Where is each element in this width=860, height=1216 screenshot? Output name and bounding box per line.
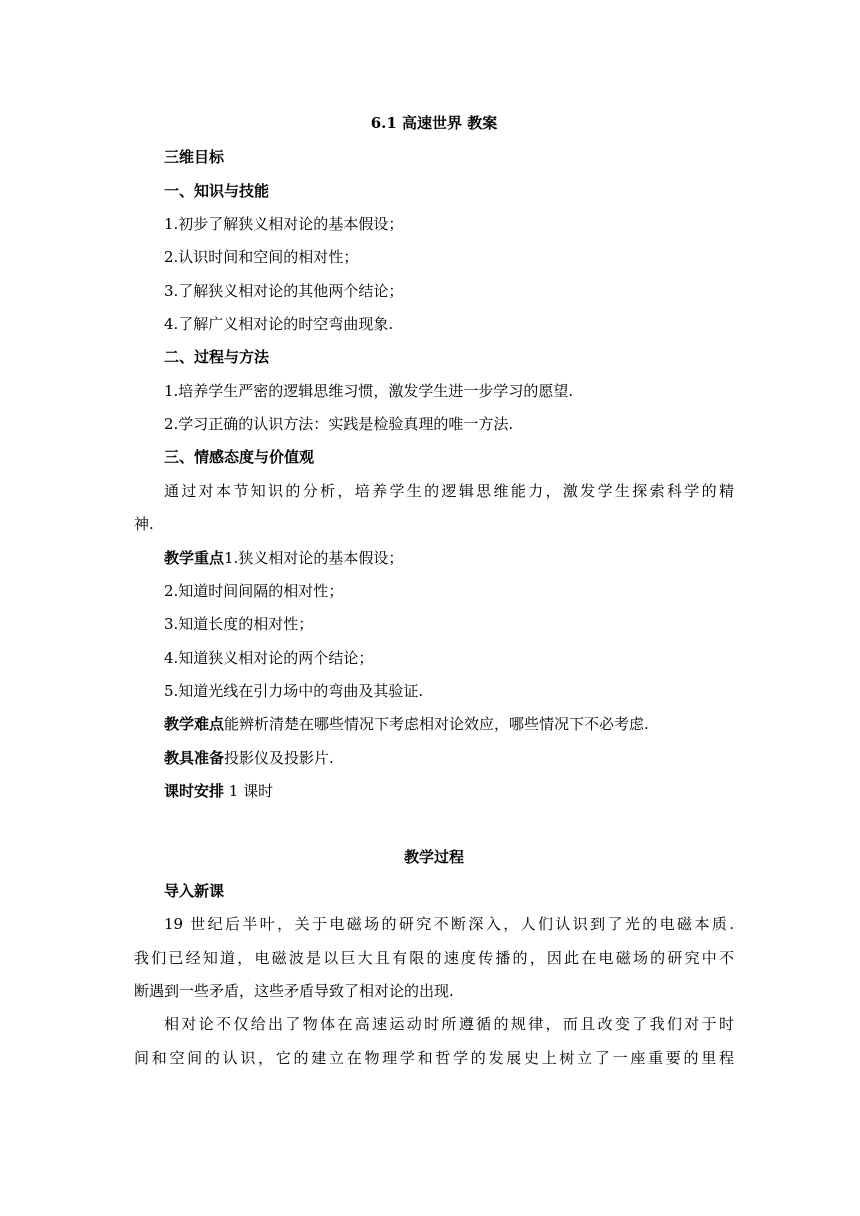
- equipment-line: [164, 747, 734, 769]
- section1-item-1: 1.初步了解狭义相对论的基本假设；: [164, 215, 404, 233]
- intro-p1-line1: 19 世纪后半叶，关于电磁场的研究不断深入，人们认识到了光的电磁本质.: [164, 915, 734, 933]
- key-point-4: 4.知道狭义相对论的两个结论；: [164, 649, 374, 667]
- section1-item-3: 3.了解狭义相对论的其他两个结论；: [164, 282, 404, 300]
- section2-item-2: 2.学习正确的认识方法：实践是检验真理的唯一方法.: [164, 415, 514, 433]
- schedule-label: 课时安排: [164, 782, 225, 800]
- key-points-line: [164, 547, 734, 569]
- difficulty-label: 教学难点: [164, 715, 225, 733]
- key-points-label: 教学重点: [164, 549, 225, 567]
- equipment-text: 投影仪及投影片.: [224, 749, 334, 767]
- schedule-text: 1 课时: [224, 782, 274, 800]
- difficulty-line: [164, 713, 734, 735]
- schedule-line: [164, 780, 734, 802]
- key-points-first: 1.狭义相对论的基本假设；: [224, 549, 404, 567]
- process-heading: 教学过程: [403, 848, 464, 866]
- section1-item-2: 2.认识时间和空间的相对性；: [164, 248, 359, 266]
- intro-p2-line2: 间和空间的认识，它的建立在物理学和哲学的发展史上树立了一座重要的里程: [134, 1049, 734, 1067]
- section3-paragraph-line2: 神.: [134, 515, 154, 533]
- section1-item-4: 4.了解广义相对论的时空弯曲现象.: [164, 315, 394, 333]
- intro-heading: 导入新课: [164, 882, 225, 900]
- section2-heading: 二、过程与方法: [164, 348, 270, 366]
- document-title: 6.1 高速世界 教案: [370, 114, 498, 132]
- key-point-5: 5.知道光线在引力场中的弯曲及其验证.: [164, 682, 424, 700]
- equipment-label: 教具准备: [164, 749, 225, 767]
- section3-heading: 三、情感态度与价值观: [164, 448, 315, 466]
- objectives-heading: 三维目标: [164, 148, 225, 166]
- difficulty-text: 能辨析清楚在哪些情况下考虑相对论效应，哪些情况下不必考虑.: [224, 715, 649, 733]
- intro-p1-line2: 我们已经知道，电磁波是以巨大且有限的速度传播的，因此在电磁场的研究中不: [134, 949, 734, 967]
- intro-p1-line3: 断遇到一些矛盾，这些矛盾导致了相对论的出现.: [134, 982, 454, 1000]
- key-point-2: 2.知道时间间隔的相对性；: [164, 582, 344, 600]
- section2-item-1: 1.培养学生严密的逻辑思维习惯，激发学生进一步学习的愿望.: [164, 382, 574, 400]
- intro-p2-line1: 相对论不仅给出了物体在高速运动时所遵循的规律，而且改变了我们对于时: [164, 1015, 734, 1033]
- key-point-3: 3.知道长度的相对性；: [164, 615, 314, 633]
- section3-paragraph-line1: 通过对本节知识的分析，培养学生的逻辑思维能力，激发学生探索科学的精: [164, 482, 734, 500]
- section1-heading: 一、知识与技能: [164, 182, 270, 200]
